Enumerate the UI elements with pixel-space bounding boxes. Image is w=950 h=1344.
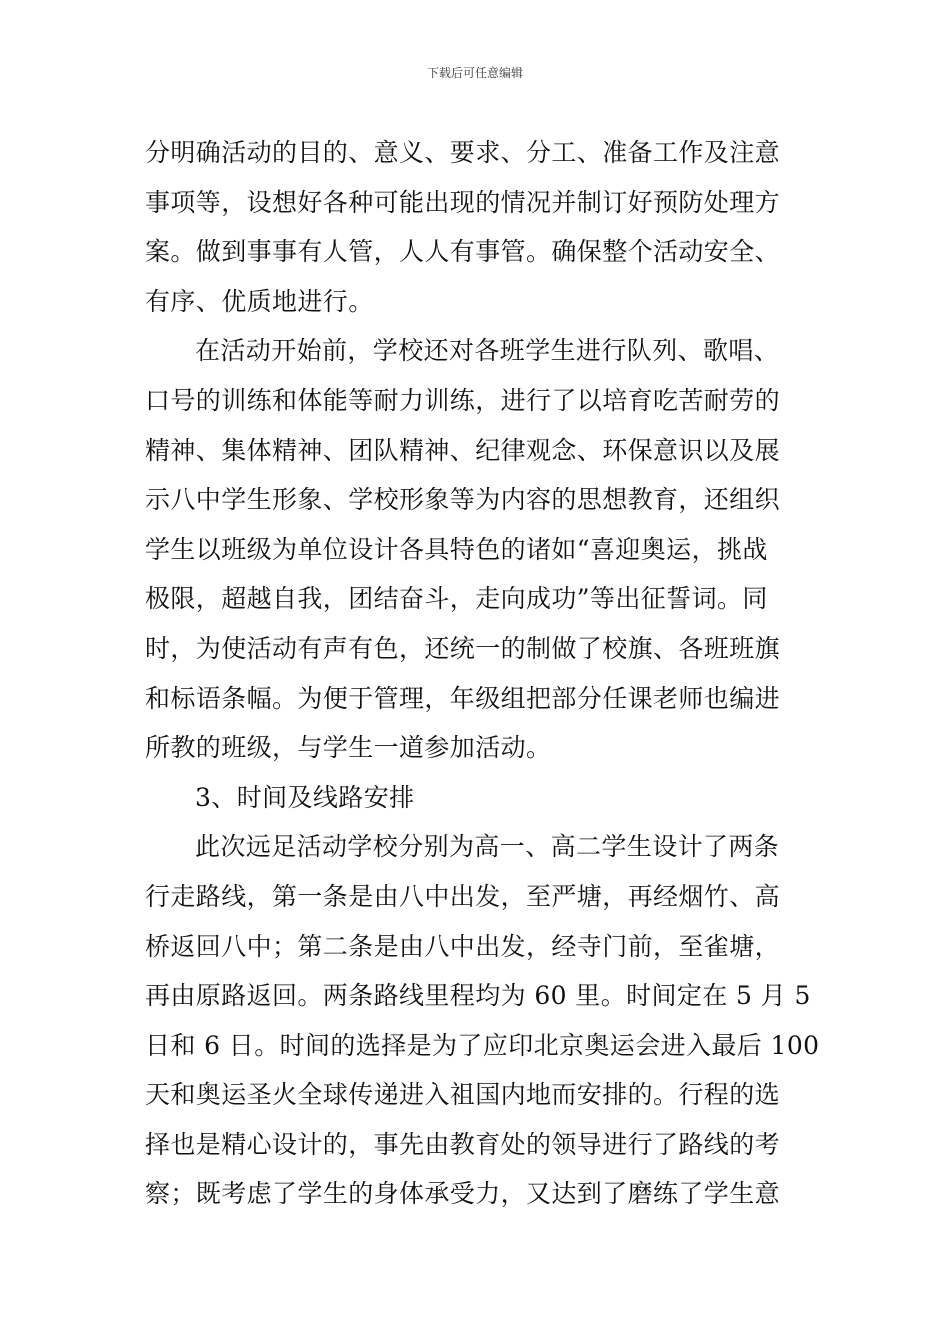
text-line: 择也是精心设计的，事先由教育处的领导进行了路线的考: [145, 1129, 781, 1159]
page-header: 下载后可任意编辑: [426, 66, 523, 80]
text-line: 案。做到事事有人管，人人有事管。确保整个活动安全、: [145, 237, 781, 267]
text-line: 和标语条幅。为便于管理，年级组把部分任课老师也编进: [145, 683, 781, 713]
text-line: 分明确活动的目的、意义、要求、分工、准备工作及注意: [145, 138, 781, 167]
text-line: 时，为使活动有声有色，还统一的制做了校旗、各班班旗: [145, 633, 781, 663]
text-line: 天和奥运圣火全球传递进入祖国内地而安排的。行程的选: [145, 1080, 781, 1110]
document-body: [145, 128, 820, 1219]
text-line: 日和 6 日。时间的选择是为了应印北京奥运会进入最后 100: [145, 1030, 820, 1060]
text-line: 行走路线，第一条是由八中出发，至严塘，再经烟竹、高: [145, 881, 781, 911]
paragraph-start-line: 在活动开始前，学校还对各班学生进行队列、歌唱、: [195, 336, 780, 366]
text-line: 察；既考虑了学生的身体承受力，又达到了磨练了学生意: [145, 1179, 781, 1209]
text-line: 口号的训练和体能等耐力训练，进行了以培育吃苦耐劳的: [145, 385, 781, 415]
text-line: 有序、优质地进行。: [145, 286, 374, 316]
text-line: 示八中学生形象、学校形象等为内容的思想教育，还组织: [145, 485, 781, 515]
text-line: 极限，超越自我，团结奋斗，走向成功”等出征誓词。同: [145, 584, 768, 614]
text-line: 所教的班级，与学生一道参加活动。: [145, 733, 552, 763]
text-line: 学生以班级为单位设计各具特色的诸如“喜迎奥运，挑战: [145, 534, 768, 564]
text-line: 桥返回八中；第二条是由八中出发，经寺门前，至雀塘，: [145, 931, 781, 961]
text-line: 再由原路返回。两条路线里程均为 60 里。时间定在 5 月 5: [145, 981, 811, 1011]
text-line: 精神、集体精神、团队精神、纪律观念、环保意识以及展: [145, 435, 781, 465]
paragraph-start-line: 此次远足活动学校分别为高一、高二学生设计了两条: [195, 832, 780, 862]
text-line: 事项等，设想好各种可能出现的情况并制订好预防处理方: [145, 187, 781, 217]
section-heading: 3、时间及线路安排: [195, 782, 415, 812]
